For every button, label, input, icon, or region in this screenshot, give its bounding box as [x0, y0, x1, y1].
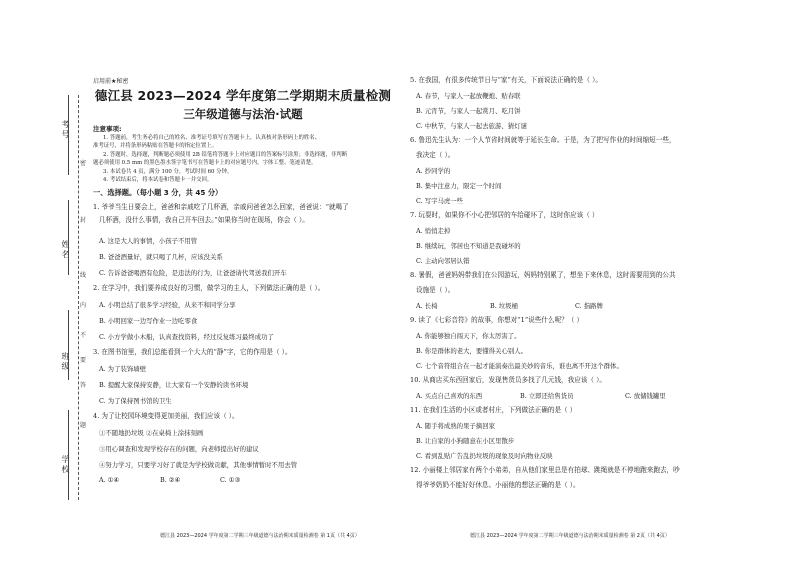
question-5-option-c: C. 中秋节，与家人一起去旅游、猜灯谜	[416, 122, 527, 130]
question-10-option-b: B. 立即还给售货员	[520, 392, 574, 400]
notice-item: 1. 答题前，考生务必将自己的姓名、准考证号填写在答题卡上，认真核对条形码上的姓名、	[103, 135, 321, 142]
question-1-option-a: A. 这是大人的事情，小孩子不用管	[99, 237, 198, 245]
binding-dashed-line	[78, 95, 79, 500]
binding-mark: 要	[80, 357, 87, 364]
question-11-option-c: C. 看到乱贴广告乱扔垃圾的现象及时向物业反映	[416, 452, 553, 460]
binding-label-school: 学校	[61, 455, 70, 475]
question-10-stem-line: 10. 从商店买东西回家后，发现售货员多找了几元钱，我应该（ ）。	[410, 376, 607, 384]
notice-item: 2. 答题时，选择题，判断题必须使用 2B 铅笔将答题卡上对应题目的答案标号涂黑；非选择题，非判断	[103, 151, 348, 158]
question-12-stem-line: 得爷爷奶奶不能好好休息。小丽他的想法正确的是（ ）。	[416, 481, 580, 489]
question-1-option-c: C. 告诉爸爸喝酒有危险，是违法的行为，让爸爸请代驾送我们开车	[99, 269, 287, 277]
question-8-option-c: C. 指路牌	[575, 302, 603, 310]
notice-item: 题必须使用 0.5 mm 的黑色墨水签字笔书写在答题卡上的对应题号内，字体工整、笔迹清楚。	[93, 160, 317, 167]
question-10-option-a: A. 买点自己喜欢的东西	[416, 392, 483, 400]
question-4-item-line: ③用心调查和发现学校存在的问题，向老师提出好的建议	[99, 445, 259, 453]
exam-number-blank	[68, 95, 69, 175]
question-3-option-c: C. 为了保持图书馆的卫生	[99, 397, 172, 405]
question-7-stem-line: 7. 玩耍时，如果你不小心把邻居的车给碰坏了，这时你应该（ ）	[410, 211, 599, 219]
question-6-option-c: C. 写字马虎一些	[416, 197, 464, 205]
question-6-option-a: A. 抄同学的	[416, 167, 451, 175]
binding-label-exam-number: 考号	[61, 120, 70, 140]
binding-label-name: 姓名	[61, 240, 70, 260]
binding-label-class: 班级	[61, 352, 70, 372]
question-9-option-c: C. 七个音符组合在一起才能演奏出最美妙的音乐，谁也离不开这个群体。	[416, 362, 623, 370]
question-8-option-b: B. 垃圾桶	[490, 302, 518, 310]
question-7-option-b: B. 继续玩，邻居也不知道是我碰坏的	[416, 242, 521, 250]
question-1-option-b: B. 爸爸酒量好，就只喝了几杯，应该没关系	[99, 253, 223, 261]
question-8-option-a: A. 长椅	[416, 302, 438, 310]
exam-title: 德江县 2023—2024 学年度第二学期期末质量检测	[94, 88, 392, 103]
page-footer-left: 德江县 2023—2024 学年度第二学期三年级道德与法治期末质量检测卷 第 1页（共 4页）	[160, 533, 360, 539]
binding-mark: 内	[80, 302, 87, 309]
notice-item: 准考证号，并将条形码粘贴在答题卡的指定位置上。	[93, 143, 217, 150]
question-11-stem-line: 11. 在我们生活的小区或者村庄，下列做法正确的是（ ）	[410, 406, 577, 414]
exam-subtitle: 三年级道德与法治·试题	[183, 107, 303, 121]
question-2-option-a: A. 小明总结了很多学习经验，从来不和同学分享	[99, 301, 236, 309]
question-11-option-b: B. 让自家的小狗随意在小区里散步	[416, 437, 515, 445]
question-6-stem-line: 6. 鲁迅先生认为：一个人节省时间就等于延长生命。于是，为了把写作业的时间缩短一些，	[410, 136, 676, 144]
section-heading: 一、选择题。（每小题 3 分，共 45 分）	[93, 188, 223, 197]
question-1-stem-line: 1. 爷爷当生日要会上，爸爸和亲戚吃了几杯酒，亲戚问爸爸怎么回家，爸爸说：“就喝了	[93, 203, 349, 211]
question-5-stem-line: 5. 在我国，有很多传统节日与“家”有关，下面说法正确的是（ ）。	[410, 76, 602, 84]
question-4-stem-line: 4. 为了让校园环境变得更加美丽，我们应该（ ）。	[93, 412, 239, 420]
question-7-option-c: C. 主动向邻居认错	[416, 257, 470, 265]
notice-block	[93, 124, 391, 184]
question-4-option-a: A. ①④	[99, 476, 120, 484]
question-7-option-a: A. 悄悄走掉	[416, 227, 451, 235]
question-9-option-a: A. 你能够独自闯天下，你太厉害了。	[416, 332, 521, 340]
binding-mark: 答	[80, 382, 87, 389]
question-9-stem-line: 9. 读了《七彩音符》的故事，你想对“1”说些什么呢？（ ）	[410, 316, 584, 324]
question-4-item-line: ④努力学习，只要学习好了就是为学校做贡献，其他事情暂时不用去管	[99, 461, 298, 469]
question-4-option-b: B. ②④	[160, 476, 181, 484]
question-11-option-a: A. 随手将成熟的果子摘回家	[416, 422, 495, 430]
question-4-option-c: C. ①③	[220, 476, 241, 484]
binding-mark: 不	[80, 332, 87, 339]
name-blank	[68, 200, 69, 275]
notice-item: 3. 本试卷共 4 页，满分 100 分，考试时间 60 分钟。	[103, 168, 233, 175]
question-12-stem-line: 12. 小丽楼上邻居家有两个小弟弟，自从他们家里总是有拍球、跳绳就是不停地跑来跑去，吵	[410, 466, 680, 474]
question-1-stem-line: 几杯酒，没什么事情，我自己开车回去。”如果你当时在现场，你会（ ）。	[99, 216, 309, 224]
question-5-option-a: A. 春节，与家人一起放鞭炮、贴春联	[416, 92, 521, 100]
question-5-option-b: B. 元宵节，与家人一起赏月、吃月饼	[416, 107, 521, 115]
question-6-stem-line: 我决定（ ）。	[416, 151, 455, 159]
question-3-stem-line: 3. 在图书馆里，我们总能看到一个大大的“静”字，它的作用是（ ）。	[93, 348, 292, 356]
question-2-stem-line: 2. 在学习中，我们要养成良好的习惯，做学习的主人，下列做法正确的是（ ）。	[93, 284, 325, 292]
school-blank	[68, 410, 69, 500]
question-8-stem-line: 设施是（ ）。	[416, 286, 455, 294]
question-3-option-b: B. 提醒大家保持安静，让大家有一个安静的读书环境	[99, 381, 249, 389]
binding-mark: 题	[80, 422, 87, 429]
question-4-item-line: ①不随地扔垃圾 ②在桌椅上涂抹刻画	[99, 429, 204, 437]
notice-item: 4. 考试结束后，将本试卷和答题卡一并交回。	[103, 176, 213, 183]
question-9-option-b: B. 你是群体的老大，要懂得关心别人。	[416, 347, 528, 355]
notice-heading: 注意事项:	[93, 125, 122, 133]
class-blank	[68, 310, 69, 380]
binding-mark: 封	[80, 217, 87, 224]
binding-mark: 线	[80, 272, 87, 279]
question-10-option-c: C. 放储钱罐里	[625, 392, 666, 400]
binding-mark: 密	[80, 160, 87, 167]
question-2-option-b: B. 小明回家一边写作业一边吃零食	[99, 317, 198, 325]
secret-label: 启用前★秘密	[93, 78, 129, 85]
page-footer-right: 德江县 2023—2024 学年度第二学期三年级道德与法治期末质量检测卷 第 2页（共 4页）	[470, 533, 670, 539]
question-6-option-b: B. 集中注意力，限定一个时间	[416, 182, 502, 190]
question-3-option-a: A. 为了装饰墙壁	[99, 365, 147, 373]
question-2-option-c: C. 小方学做小木船，认真查找资料，经过反复练习最终成功了	[99, 333, 274, 341]
question-8-stem-line: 8. 暑假，爸爸妈妈带我们在公园游玩，妈妈特别累了，想坐下来休息，这时需要用到的公共	[410, 271, 676, 279]
